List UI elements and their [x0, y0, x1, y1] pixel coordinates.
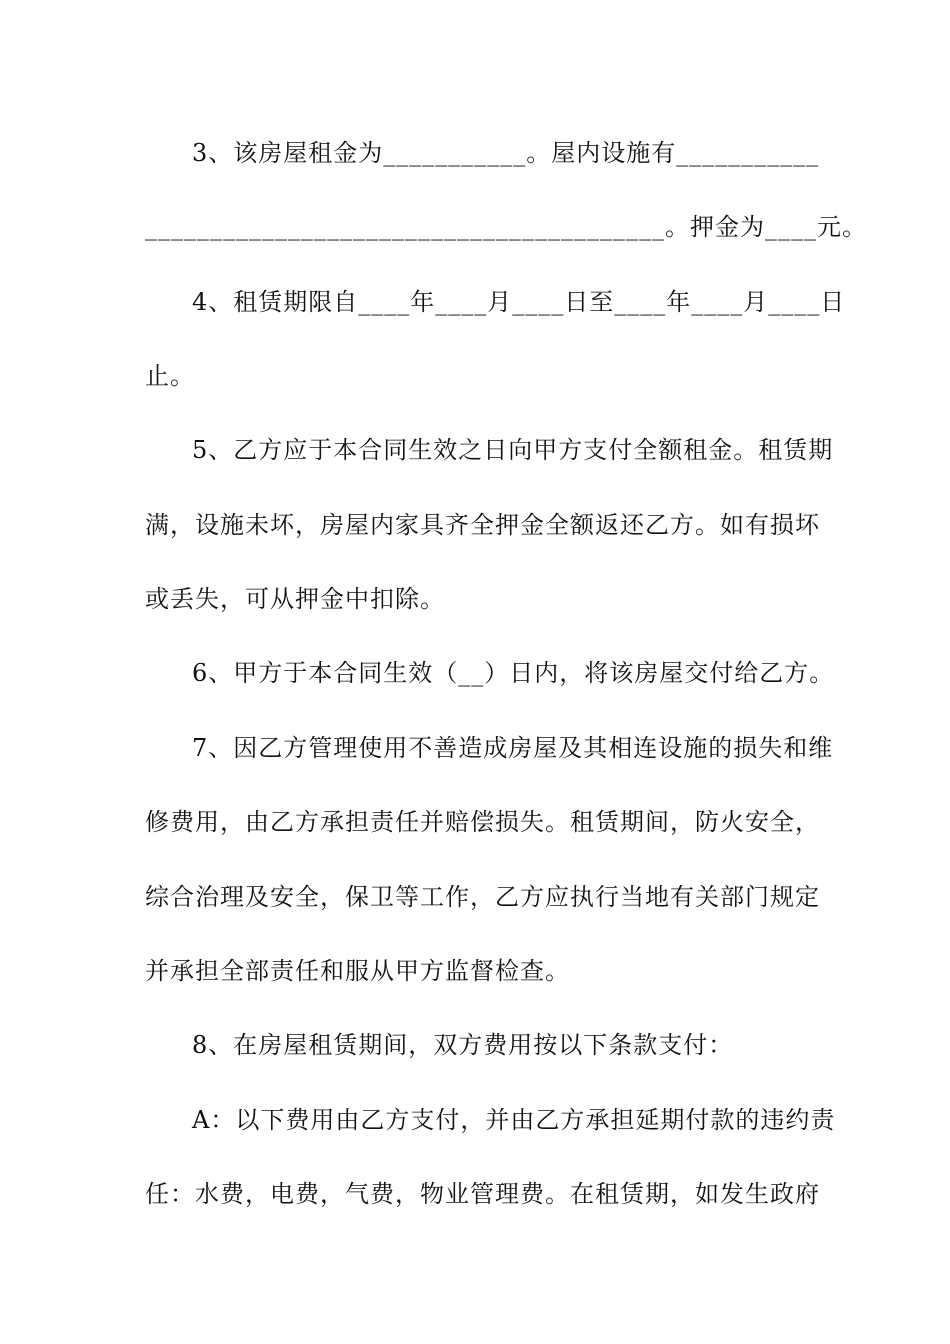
blank-field-start-month: ____: [435, 288, 488, 316]
text: 综合治理及安全，保卫等工作，乙方应执行当地有关部门规定: [145, 883, 820, 911]
text: 止。: [145, 362, 195, 390]
clause-7-line-2: [145, 802, 820, 842]
text: 任：水费，电费，气费，物业管理费。在租赁期，如发生政府: [145, 1180, 820, 1208]
clause-7-line-4: [145, 951, 815, 991]
text: 3、该房屋租金为: [192, 139, 384, 167]
clause-8a-line-2: [145, 1174, 820, 1214]
clause-8-line-1: [192, 1025, 862, 1065]
text: 7、因乙方管理使用不善造成房屋及其相连设施的损失和维: [192, 734, 834, 762]
blank-field-start-year: ____: [358, 288, 411, 316]
text: 5、乙方应于本合同生效之日向甲方支付全额租金。租赁期: [192, 436, 834, 464]
blank-field-facilities: ___________: [676, 139, 820, 167]
text: A：以下费用由乙方支付，并由乙方承担延期付款的违约责: [192, 1106, 836, 1134]
text: 元。: [817, 213, 867, 241]
blank-field-rent: ___________: [383, 139, 527, 167]
text: 年: [410, 288, 436, 316]
clause-7-line-3: [145, 877, 820, 917]
clause-3-line-2: [145, 207, 867, 247]
clause-4-line-1: [192, 282, 862, 322]
clause-5-line-2: [145, 505, 820, 545]
text: 或丢失，可从押金中扣除。: [145, 585, 445, 613]
text: 月: [487, 288, 513, 316]
blank-field-end-month: ____: [691, 288, 744, 316]
blank-field-start-day: ____: [512, 288, 565, 316]
text: 月: [743, 288, 769, 316]
clause-3-line-1: [192, 133, 862, 173]
text: 日: [820, 288, 846, 316]
text: 。押金为: [665, 213, 765, 241]
blank-field-deposit: ____: [765, 213, 817, 241]
text: 满，设施未坏，房屋内家具齐全押金全额返还乙方。如有损坏: [145, 511, 820, 539]
clause-8a-line-1: [192, 1100, 862, 1140]
blank-field-end-day: ____: [768, 288, 821, 316]
blank-field-facilities-cont: ________________________________________: [145, 213, 665, 241]
text: 6、甲方于本合同生效（: [192, 659, 459, 687]
blank-field-end-year: ____: [614, 288, 667, 316]
text: ）日内，将该房屋交付给乙方。: [484, 659, 835, 687]
clause-5-line-1: [192, 430, 862, 470]
clause-5-line-3: [145, 579, 815, 619]
text: 4、租赁期限自: [192, 288, 359, 316]
clause-7-line-1: [192, 728, 862, 768]
text: 修费用，由乙方承担责任并赔偿损失。租赁期间，防火安全，: [145, 808, 820, 836]
text: 8、在房屋租赁期间，双方费用按以下条款支付：: [192, 1031, 734, 1059]
text: 。屋内设施有: [526, 139, 677, 167]
text: 并承担全部责任和服从甲方监督检查。: [145, 957, 570, 985]
text: 年: [666, 288, 692, 316]
blank-field-days: __: [458, 659, 485, 687]
text: 日至: [564, 288, 615, 316]
clause-4-line-2: [145, 356, 815, 396]
clause-6-line-1: [192, 653, 862, 693]
